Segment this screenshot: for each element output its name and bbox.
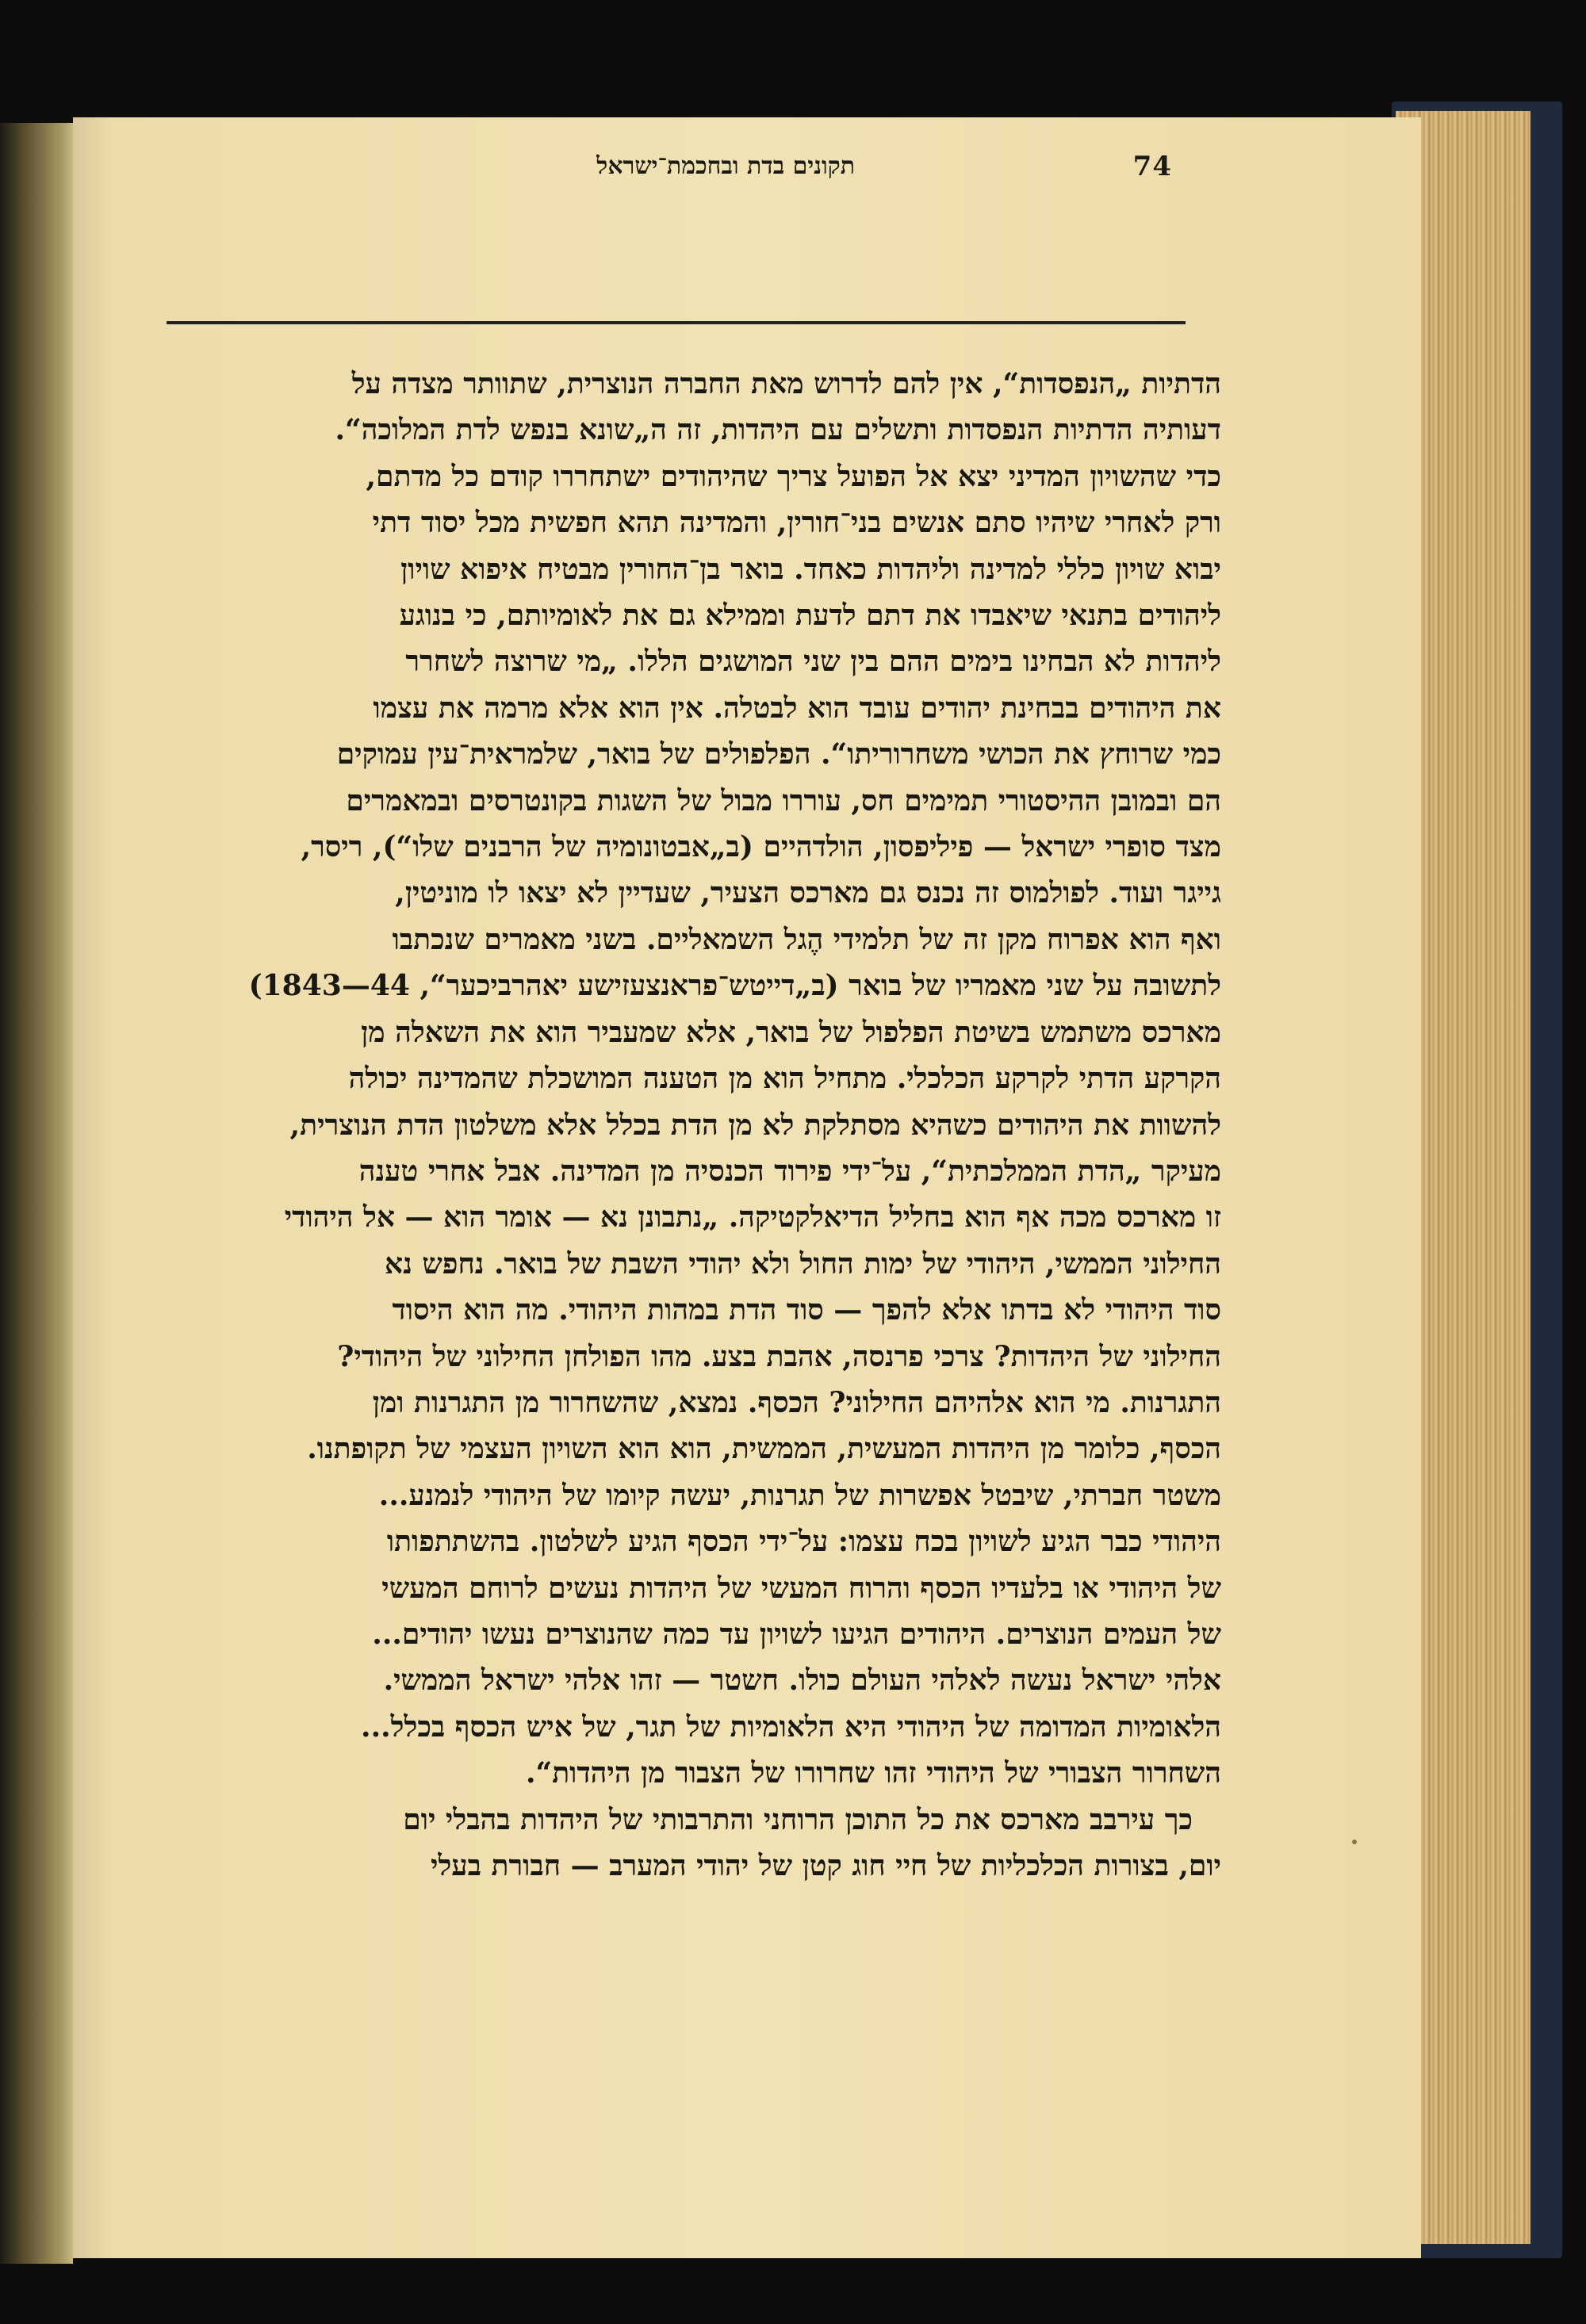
text-line: מצד סופרי ישראל — פיליפסון, הולדהיים (ב„אבטונומיה של הרבנים שלו“), ריסר, xyxy=(301,830,1221,864)
text-line: כמי שרוחץ את הכושי משחרוריתו“. הפלפולים של בואר, שלמראית־עין עמוקים xyxy=(336,737,1221,771)
text-line: מעיקר „הדת הממלכתית“, על־ידי פירוד הכנסיה מן המדינה. אבל אחרי טענה xyxy=(358,1154,1221,1188)
header-rule xyxy=(167,321,1186,324)
text-line: מארכס משתמש בשיטת הפלפול של בואר, אלא שמעביר הוא את השאלה מן xyxy=(361,1015,1221,1049)
text-line: של היהודי או בלעדיו הכסף והרוח המעשי של היהדות נעשים לרוחם המעשי xyxy=(381,1571,1221,1605)
text-line: ליהדות לא הבחינו בימים ההם בין שני המושגים הללו. „מי שרוצה לשחרר xyxy=(405,645,1221,679)
text-line: הכסף, כלומר מן היהדות המעשית, הממשית, הוא הוא השויון העצמי של תקופתנו. xyxy=(307,1432,1221,1466)
text-line: כך עירבב מארכס את כל התוכן הרוחני והתרבותי של היהדות בהבלי יום xyxy=(403,1802,1193,1836)
text-line: ורק לאחרי שיהיו סתם אנשים בני־חורין, והמדינה תהא חפשית מכל יסוד דתי xyxy=(372,506,1221,540)
text-line: התגרנות. מי הוא אלהיהם החילוני? הכסף. נמצא, שהשחרור מן התגרנות ומן xyxy=(372,1385,1221,1419)
text-line: החילוני של היהדות? צרכי פרנסה, אהבת בצע. מהו הפולחן החילוני של היהודי? xyxy=(337,1339,1221,1373)
text-line: יבוא שויון כללי למדינה וליהדות כאחד. בואר בן־החורין מבטיח איפוא שויון xyxy=(400,552,1221,586)
text-line: ואף הוא אפרוח מקן זה של תלמידי הֶגל השמאליים. בשני מאמרים שנכתבו xyxy=(392,922,1221,956)
paper-spot xyxy=(1352,1840,1357,1844)
text-line: סוד היהודי לא בדתו אלא להפך — סוד הדת במהות היהודי. מה הוא היסוד xyxy=(392,1293,1221,1327)
text-line: של העמים הנוצרים. היהודים הגיעו לשויון עד כמה שהנוצרים נעשו יהודים... xyxy=(372,1617,1221,1651)
text-line: יום, בצורות הכלכליות של חיי חוג קטן של יהודי המערב — חבורת בעלי xyxy=(431,1849,1221,1882)
text-line: הלאומיות המדומה של היהודי היא הלאומיות של תגר, של איש הכסף בכלל... xyxy=(361,1709,1221,1744)
text-line: הדתיות „הנפסדות“, אין להם לדרוש מאת החברה הנוצרית, שתוותר מצדה על xyxy=(351,367,1221,400)
text-line: ליהודים בתנאי שיאבדו את דתם לדעת וממילא גם את לאומיותם, כי בנוגע xyxy=(399,599,1221,633)
facing-page-edge xyxy=(0,123,73,2264)
text-line: היהודי כבר הגיע לשויון בכח עצמו: על־ידי הכסף הגיע לשלטון. בהשתתפותו xyxy=(386,1525,1221,1559)
text-line: כדי שהשויון המדיני יצא אל הפועל צריך שהיהודים ישתחררו קודם כל מדתם, xyxy=(366,459,1221,493)
text-line: להשוות את היהודים כשהיא מסתלקת לא מן הדת בכלל אלא משלטון הדת הנוצרית, xyxy=(289,1108,1221,1142)
text-line: לתשובה על שני מאמריו של בואר (ב„דייטש־פראנצעזישע יאהרביכער“, 44—1843) xyxy=(248,969,1221,1003)
text-line: החילוני הממשי, היהודי של ימות החול ולא יהודי השבת של בואר. נחפש נא xyxy=(385,1246,1221,1281)
running-head: תקונים בדת ובחכמת־ישראל xyxy=(596,152,855,180)
text-line: השחרור הצבורי של היהודי זהו שחרורו של הצבור מן היהדות“. xyxy=(525,1756,1221,1790)
text-line: את היהודים בבחינת יהודים עובד הוא לבטלה. אין הוא אלא מרמה את עצמו xyxy=(373,691,1221,725)
text-line: גייגר ועוד. לפולמוס זה נכנס גם מארכס הצעיר, שעדיין לא יצאו לו מוניטין, xyxy=(395,876,1221,910)
text-line: דעותיה הדתיות הנפסדות ותשלים עם היהדות, זה ה„שונא בנפש לדת המלוכה“. xyxy=(335,413,1221,447)
page-number: 74 xyxy=(1132,151,1172,182)
page-header xyxy=(94,151,1172,198)
text-line: זו מארכס מכה אף הוא בחליל הדיאלקטיקה. „נתבונן נא — אומר הוא — אל היהודי xyxy=(284,1200,1221,1235)
body-text xyxy=(163,361,1221,1889)
text-line: הם ובמובן ההיסטורי תמימים חס, עוררו מבול של השגות בקונטרסים ובמאמרים xyxy=(346,783,1221,817)
text-line: אלהי ישראל נעשה לאלהי העולם כולו. חשטר — זהו אלהי ישראל הממשי. xyxy=(383,1664,1221,1698)
text-line: הקרקע הדתי לקרקע הכלכלי. מתחיל הוא מן הטענה המושכלת שהמדינה יכולה xyxy=(348,1062,1221,1096)
text-line: משטר חברתי, שיבטל אפשרות של תגרנות, יעשה קיומו של היהודי לנמנע... xyxy=(378,1478,1221,1512)
